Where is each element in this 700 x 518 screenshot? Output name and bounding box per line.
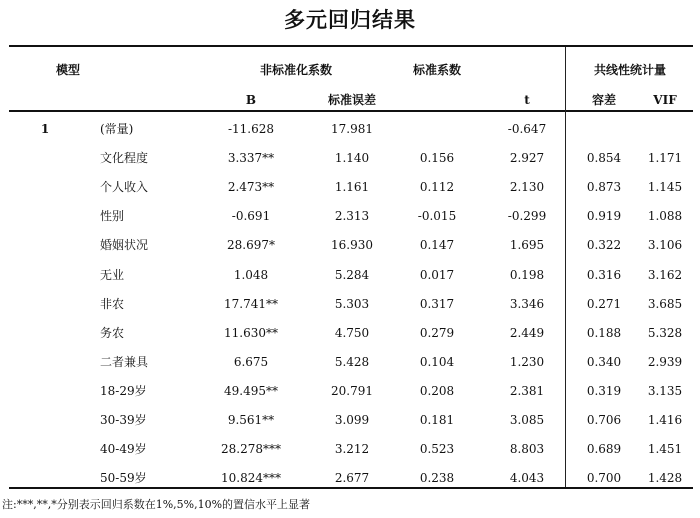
cell-vif: 1.145 (647, 180, 683, 195)
variable-name: 文化程度 (100, 151, 149, 166)
cell-vif: 3.162 (647, 267, 683, 282)
cell-b: 28.278*** (221, 442, 281, 457)
cell-tolerance: 0.319 (586, 383, 622, 398)
cell-std-error: 2.313 (334, 209, 370, 224)
cell-t: -0.647 (507, 122, 547, 136)
cell-std-error: 3.099 (334, 413, 370, 427)
cell-b: 9.561** (227, 413, 275, 427)
cell-b: 11.630** (224, 325, 278, 340)
table-title: 多元回归结果 (284, 8, 416, 32)
cell-std-error: 5.303 (334, 296, 370, 311)
cell-beta: 0.317 (419, 296, 455, 311)
cell-t: 2.449 (509, 325, 545, 340)
cell-t: 2.130 (509, 180, 545, 195)
cell-tolerance: 0.873 (586, 180, 622, 195)
cell-vif: 1.451 (647, 442, 683, 457)
header-b: B (245, 93, 257, 107)
variable-name: (常量) (100, 122, 134, 136)
cell-t: 3.085 (509, 413, 545, 427)
cell-vif: 2.939 (647, 354, 683, 369)
cell-beta: 0.147 (419, 238, 455, 253)
cell-tolerance: 0.706 (586, 413, 622, 427)
header-model: 模型 (55, 63, 81, 77)
cell-std-error: 1.140 (334, 151, 370, 166)
header-std-error: 标准误差 (327, 93, 377, 107)
cell-vif: 3.106 (647, 238, 683, 253)
cell-vif: 1.428 (647, 471, 683, 486)
header-collinearity: 共线性统计量 (593, 63, 667, 77)
cell-b: 1.048 (233, 267, 269, 282)
cell-beta: 0.523 (419, 442, 455, 457)
cell-b: 10.824*** (221, 471, 281, 486)
cell-b: 28.697* (227, 238, 275, 253)
cell-beta: 0.208 (419, 383, 455, 398)
cell-t: 2.381 (509, 383, 545, 398)
cell-beta: -0.015 (417, 209, 457, 224)
collinearity-divider (565, 47, 566, 487)
variable-name: 务农 (100, 325, 125, 340)
variable-name: 性别 (100, 209, 125, 224)
cell-b: 3.337** (227, 151, 275, 166)
cell-b: 17.741** (224, 296, 278, 311)
cell-tolerance: 0.919 (586, 209, 622, 224)
variable-name: 18-29岁 (100, 383, 147, 398)
cell-std-error: 17.981 (331, 122, 373, 136)
header-standardized: 标准系数 (412, 63, 462, 77)
header-t: t (524, 93, 530, 107)
header-tolerance: 容差 (591, 93, 617, 107)
cell-t: -0.299 (507, 209, 547, 224)
cell-beta: 0.017 (419, 267, 455, 282)
cell-b: -11.628 (227, 122, 275, 136)
cell-beta: 0.112 (419, 180, 455, 195)
header-unstandardized: 非标准化系数 (259, 63, 333, 77)
cell-tolerance: 0.316 (586, 267, 622, 282)
variable-name: 40-49岁 (100, 442, 147, 457)
cell-std-error: 4.750 (334, 325, 370, 340)
cell-std-error: 16.930 (331, 238, 373, 253)
cell-std-error: 2.677 (334, 471, 370, 486)
cell-beta: 0.104 (419, 354, 455, 369)
cell-vif: 3.135 (647, 383, 683, 398)
model-number: 1 (40, 122, 50, 136)
cell-tolerance: 0.322 (586, 238, 622, 253)
cell-tolerance: 0.700 (586, 471, 622, 486)
cell-beta: 0.238 (419, 471, 455, 486)
cell-vif: 1.171 (647, 151, 683, 166)
cell-tolerance: 0.854 (586, 151, 622, 166)
top-rule (9, 45, 693, 47)
cell-tolerance: 0.689 (586, 442, 622, 457)
cell-std-error: 5.428 (334, 354, 370, 369)
cell-beta: 0.181 (419, 413, 455, 427)
significance-note: 注:***,**,*分别表示回归系数在1%,5%,10%的置信水平上显著 (2, 498, 311, 511)
cell-tolerance: 0.340 (586, 354, 622, 369)
cell-std-error: 3.212 (334, 442, 370, 457)
cell-t: 0.198 (509, 267, 545, 282)
cell-t: 1.695 (509, 238, 545, 253)
cell-t: 3.346 (509, 296, 545, 311)
cell-vif: 5.328 (647, 325, 683, 340)
bottom-rule (9, 487, 693, 489)
cell-std-error: 20.791 (331, 383, 373, 398)
variable-name: 非农 (100, 296, 125, 311)
cell-t: 1.230 (509, 354, 545, 369)
variable-name: 婚姻状况 (100, 238, 149, 253)
variable-name: 30-39岁 (100, 413, 147, 427)
cell-b: 6.675 (233, 354, 269, 369)
cell-tolerance: 0.271 (586, 296, 622, 311)
variable-name: 无业 (100, 267, 125, 282)
variable-name: 二者兼具 (100, 354, 149, 369)
cell-std-error: 5.284 (334, 267, 370, 282)
cell-std-error: 1.161 (334, 180, 370, 195)
cell-b: 49.495** (224, 383, 278, 398)
variable-name: 50-59岁 (100, 471, 147, 486)
header-rule (9, 110, 693, 112)
cell-vif: 1.416 (647, 413, 683, 427)
cell-beta: 0.279 (419, 325, 455, 340)
cell-t: 8.803 (509, 442, 545, 457)
cell-vif: 1.088 (647, 209, 683, 224)
cell-beta: 0.156 (419, 151, 455, 166)
cell-b: 2.473** (227, 180, 275, 195)
header-vif: VIF (653, 93, 677, 107)
cell-t: 4.043 (509, 471, 545, 486)
cell-vif: 3.685 (647, 296, 683, 311)
cell-t: 2.927 (509, 151, 545, 166)
cell-tolerance: 0.188 (586, 325, 622, 340)
variable-name: 个人收入 (100, 180, 149, 195)
cell-b: -0.691 (231, 209, 271, 224)
